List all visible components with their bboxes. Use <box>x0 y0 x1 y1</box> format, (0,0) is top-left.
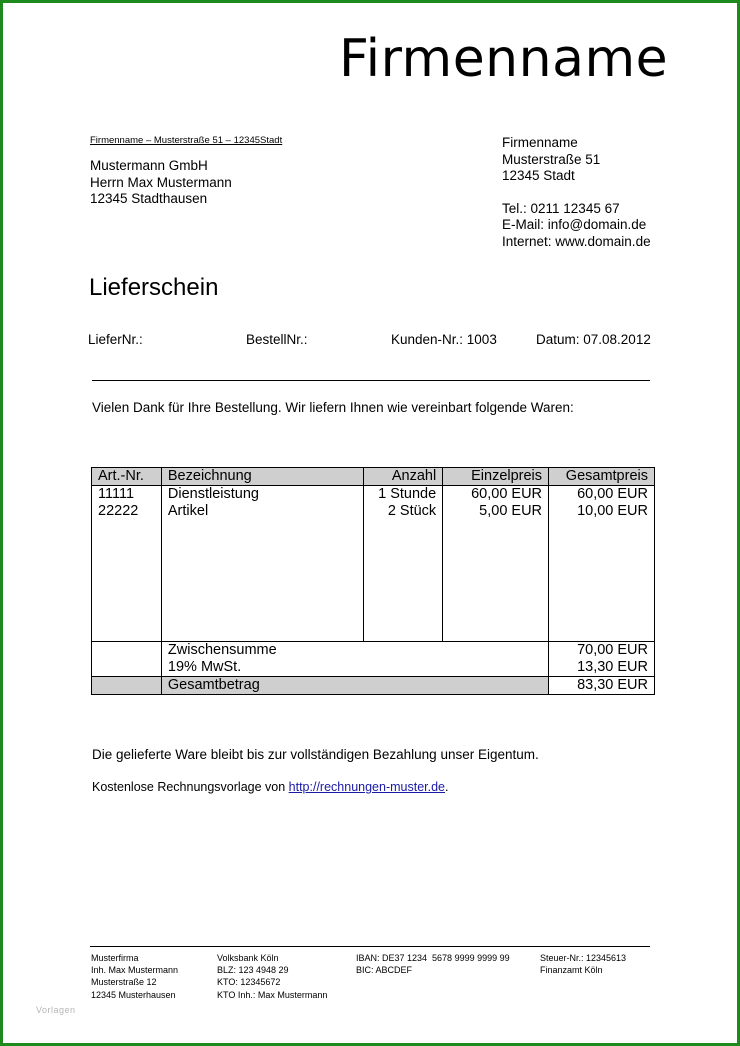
item-total-price: 10,00 EUR <box>577 503 648 519</box>
item-description: Dienstleistung <box>167 486 259 502</box>
total-row <box>92 677 655 695</box>
cell-art-nr <box>92 486 162 642</box>
sender-internet: Internet: www.domain.de <box>502 233 651 249</box>
footer-line: Volksbank Köln <box>217 953 279 963</box>
ownership-note: Die gelieferte Ware bleibt bis zur vollständigen Bezahlung unser Eigentum. <box>92 747 539 762</box>
recipient-city: 12345 Stadthausen <box>90 191 208 206</box>
divider-line <box>92 380 650 381</box>
tax-value: 13,30 EUR <box>577 659 648 675</box>
recipient-address <box>90 158 232 208</box>
tax-label: 19% MwSt. <box>167 659 242 675</box>
subtotal-label: Zwischensumme <box>167 642 277 658</box>
footer-line: 12345 Musterhausen <box>91 989 176 1000</box>
template-note-prefix: Kostenlose Rechnungsvorlage von <box>92 780 289 794</box>
item-unit-price: 5,00 EUR <box>479 503 543 519</box>
recipient-person: Herrn Max Mustermann <box>90 174 232 190</box>
footer-divider <box>90 946 650 947</box>
sender-name: Firmenname <box>502 135 578 150</box>
footer-line: KTO: 12345672 <box>217 977 281 988</box>
footer-line: BIC: ABCDEF <box>356 965 413 976</box>
subtotal-row <box>92 642 655 677</box>
subtotal-value: 70,00 EUR <box>577 642 648 658</box>
footer-line: Musterfirma <box>91 953 139 963</box>
company-logo-text: Firmenname <box>339 29 669 89</box>
footer-line: Finanzamt Köln <box>540 965 603 976</box>
footer-line: Inh. Max Mustermann <box>91 965 179 976</box>
items-table <box>91 467 655 695</box>
customer-number: Kunden-Nr.: 1003 <box>391 332 497 347</box>
sender-email: E-Mail: info@domain.de <box>502 217 647 232</box>
sender-street: Musterstraße 51 <box>502 151 601 167</box>
sender-info <box>502 135 651 250</box>
return-address-line: Firmenname – Musterstraße 51 – 12345Stadt <box>90 135 283 146</box>
header-anzahl: Anzahl <box>364 468 443 486</box>
template-note-suffix: . <box>445 780 449 794</box>
table-header-row <box>92 468 655 486</box>
header-bezeichnung: Bezeichnung <box>161 468 363 486</box>
table-body-row <box>92 486 655 642</box>
total-empty-cell <box>92 677 162 695</box>
footer-line: IBAN: DE37 1234 5678 9999 9999 99 <box>356 953 510 963</box>
cell-gesamtpreis <box>549 486 655 642</box>
subtotal-labels <box>161 642 548 677</box>
item-quantity: 1 Stunde <box>378 486 437 502</box>
footer-bank <box>217 952 327 1001</box>
item-quantity: 2 Stück <box>387 503 437 519</box>
delivery-number: LieferNr.: <box>88 332 143 347</box>
intro-text: Vielen Dank für Ihre Bestellung. Wir liefern Ihnen wie vereinbart folgende Waren: <box>92 400 574 415</box>
document-date: Datum: 07.08.2012 <box>536 332 651 347</box>
document-title: Lieferschein <box>89 274 219 301</box>
cell-anzahl <box>364 486 443 642</box>
footer-company <box>91 952 178 1001</box>
template-note <box>92 780 449 794</box>
order-number: BestellNr.: <box>246 332 308 347</box>
item-total-price: 60,00 EUR <box>577 486 648 502</box>
sender-tel: Tel.: 0211 12345 67 <box>502 200 620 216</box>
footer-line: Musterstraße 12 <box>91 977 157 988</box>
watermark-text: Vorlagen <box>36 1005 76 1015</box>
table-row: 22222 <box>98 503 139 519</box>
total-value: 83,30 EUR <box>549 677 655 695</box>
footer-line: KTO Inh.: Max Mustermann <box>217 989 328 1000</box>
cell-bezeichnung <box>161 486 363 642</box>
header-gesamtpreis: Gesamtpreis <box>549 468 655 486</box>
header-einzelpreis: Einzelpreis <box>443 468 549 486</box>
table-row: 11111 <box>98 486 135 502</box>
header-art-nr: Art.-Nr. <box>92 468 162 486</box>
subtotal-values <box>549 642 655 677</box>
item-description: Artikel <box>167 503 209 519</box>
sender-city: 12345 Stadt <box>502 168 575 183</box>
subtotal-empty-cell <box>92 642 162 677</box>
recipient-company: Mustermann GmbH <box>90 158 208 173</box>
template-link[interactable]: http://rechnungen-muster.de <box>288 780 446 794</box>
total-label: Gesamtbetrag <box>161 677 548 695</box>
footer-tax <box>540 952 626 976</box>
cell-einzelpreis <box>443 486 549 642</box>
footer-line: Steuer-Nr.: 12345613 <box>540 953 627 963</box>
item-unit-price: 60,00 EUR <box>471 486 543 502</box>
footer-line: BLZ: 123 4948 29 <box>217 965 289 976</box>
footer-iban <box>356 952 510 976</box>
